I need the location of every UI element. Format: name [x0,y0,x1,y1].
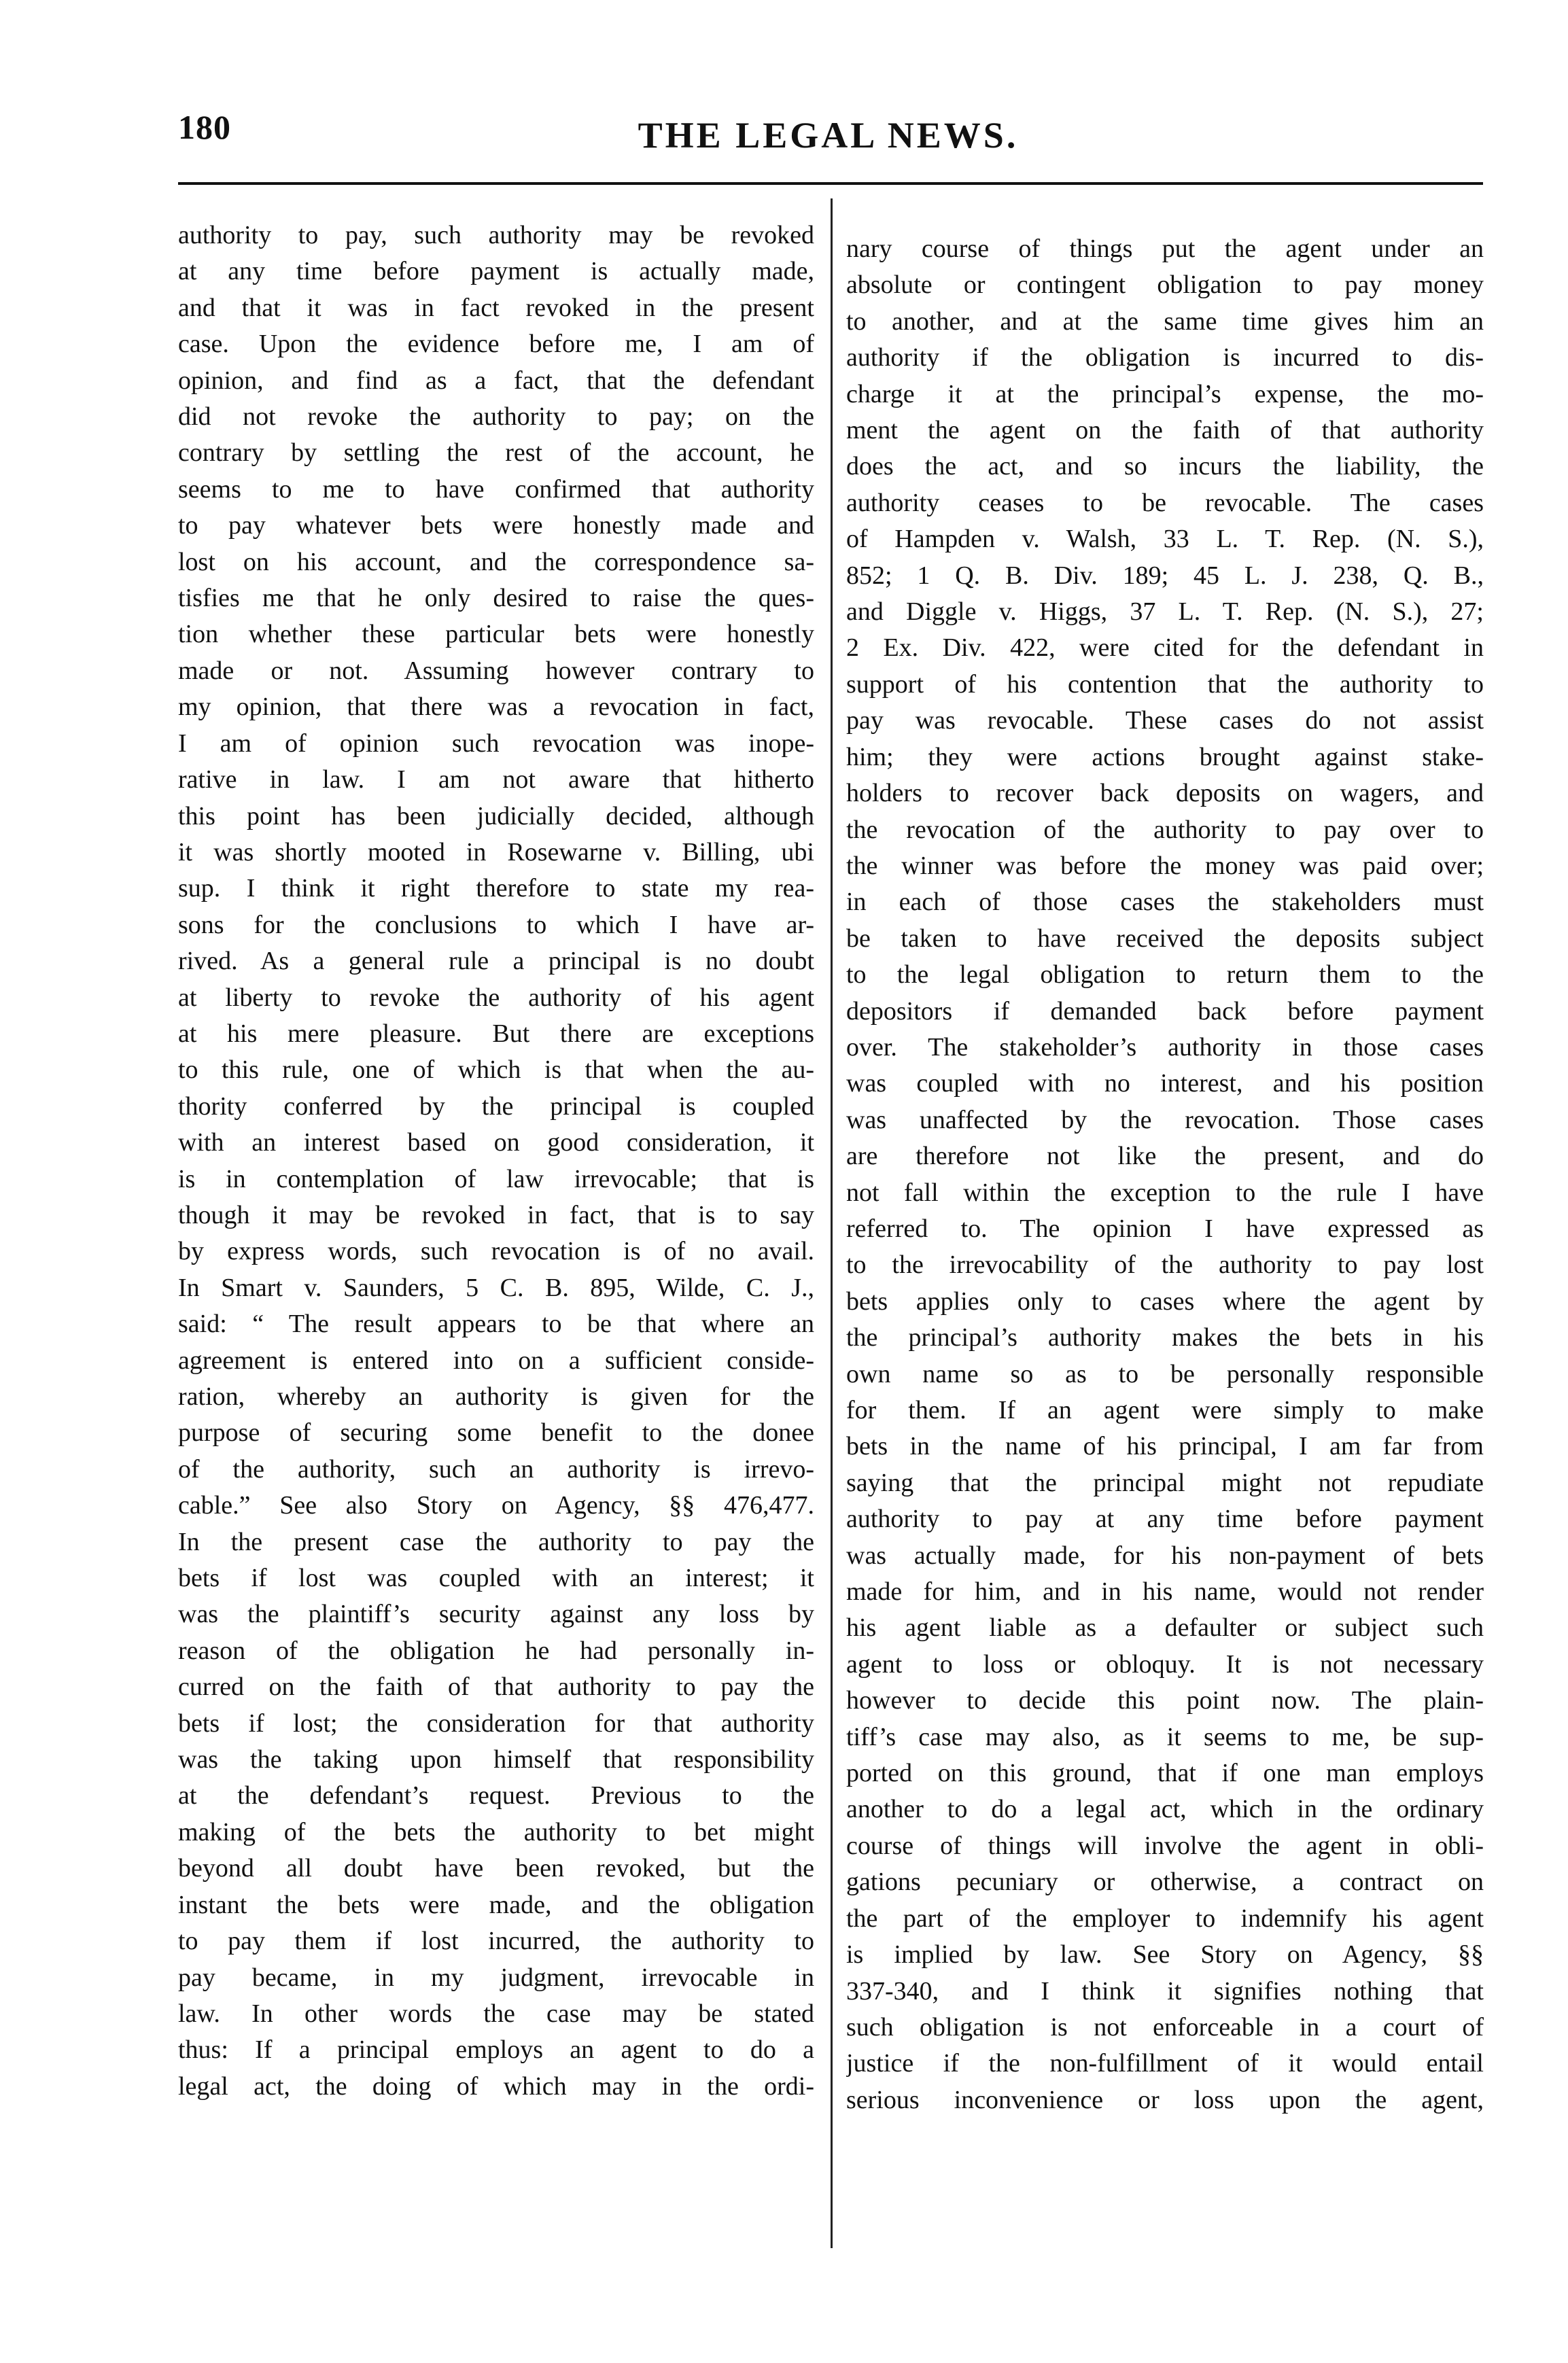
text-line: was unaffected by the revocation. Those cases [846,1105,1484,1134]
text-line: to the legal obligation to return them to the [846,960,1484,990]
text-line: holders to recover back deposits on wagers, and [846,779,1484,808]
text-line: the principal’s authority makes the bets in his [846,1323,1484,1352]
text-line: at the defendant’s request. Previous to the [178,1781,814,1810]
text-line: was coupled with no interest, and his position [846,1069,1484,1098]
text-line: and that it was in fact revoked in the present [178,293,814,322]
text-line: the winner was before the money was paid over; [846,851,1484,880]
text-line: made for him, and in his name, would not render [846,1577,1484,1607]
text-line: bets in the name of his principal, I am far from [846,1432,1484,1461]
text-line: course of things will involve the agent in obli- [846,1831,1484,1860]
text-line: such obligation is not enforceable in a court of [846,2012,1484,2042]
text-line: I am of opinion such revocation was inope- [178,729,814,758]
text-line: not fall within the exception to the rule I have [846,1178,1484,1207]
text-line: to pay whatever bets were honestly made and [178,511,814,540]
text-line: over. The stakeholder’s authority in those cases [846,1032,1484,1062]
text-line: In Smart v. Saunders, 5 C. B. 895, Wilde, C. J., [178,1273,814,1302]
text-line: own name so as to be personally responsible [846,1359,1484,1388]
text-line: of the authority, such an authority is irrevo- [178,1454,814,1484]
text-line: beyond all doubt have been revoked, but the [178,1854,814,1883]
text-line: the part of the employer to indemnify his agent [846,1904,1484,1933]
text-line: at liberty to revoke the authority of his agent [178,983,814,1012]
text-line: 337-340, and I think it signifies nothing that [846,1976,1484,2006]
text-line: was the taking upon himself that responsibility [178,1745,814,1774]
text-line: cable.” See also Story on Agency, §§ 476,477. [178,1491,814,1520]
text-line: serious inconvenience or loss upon the agent, [846,2085,1484,2114]
text-line: contrary by settling the rest of the account, he [178,438,814,468]
text-line: of Hampden v. Walsh, 33 L. T. Rep. (N. S.), [846,525,1484,554]
text-line: and Diggle v. Higgs, 37 L. T. Rep. (N. S.), 27; [846,597,1484,627]
text-line: instant the bets were made, and the obligation [178,1890,814,1919]
text-line: case. Upon the evidence before me, I am of [178,330,814,359]
text-line: is implied by law. See Story on Agency, §§ [846,1940,1484,1970]
text-line: at his mere pleasure. But there are exceptions [178,1019,814,1048]
right-column [846,231,1484,2118]
text-line: agreement is entered into on a sufficient conside- [178,1346,814,1375]
text-line: to this rule, one of which is that when the au- [178,1055,814,1085]
text-line: sons for the conclusions to which I have ar- [178,910,814,939]
text-line: bets if lost was coupled with an interest; it [178,1564,814,1593]
text-line: did not revoke the authority to pay; on the [178,402,814,432]
text-line: was actually made, for his non-payment of bets [846,1541,1484,1570]
text-line: by express words, such revocation is of no avail. [178,1237,814,1266]
text-line: another to do a legal act, which in the ordinary [846,1795,1484,1824]
text-line: In the present case the authority to pay the [178,1527,814,1556]
text-line: tiff’s case may also, as it seems to me, be sup- [846,1722,1484,1751]
text-line: him; they were actions brought against stake- [846,742,1484,771]
text-line: authority to pay, such authority may be revoked [178,221,814,249]
text-line: tion whether these particular bets were honestly [178,620,814,649]
text-line: absolute or contingent obligation to pay money [846,270,1484,300]
text-line: sup. I think it right therefore to state my rea- [178,874,814,903]
text-line: opinion, and find as a fact, that the defendant [178,366,814,395]
text-line: agent to loss or obloquy. It is not necessary [846,1649,1484,1679]
journal-title: THE LEGAL NEWS. [638,115,1019,156]
text-line: my opinion, that there was a revocation in fact, [178,693,814,722]
text-line: does the act, and so incurs the liability, the [846,452,1484,481]
text-line: the revocation of the authority to pay over to [846,815,1484,844]
text-line: though it may be revoked in fact, that is to say [178,1200,814,1229]
text-line: in each of those cases the stakeholders must [846,888,1484,917]
text-line: pay became, in my judgment, irrevocable in [178,1963,814,1992]
text-line: to another, and at the same time gives him an [846,307,1484,336]
text-line: however to decide this point now. The plain- [846,1686,1484,1715]
text-line: made or not. Assuming however contrary to [178,656,814,685]
text-line: making of the bets the authority to bet might [178,1817,814,1846]
text-line: bets if lost; the consideration for that authority [178,1709,814,1738]
column-divider [831,198,833,2248]
text-line: authority if the obligation is incurred to dis- [846,343,1484,372]
text-line: is in contemplation of law irrevocable; that is [178,1164,814,1193]
text-line: are therefore not like the present, and do [846,1142,1484,1171]
text-line: ment the agent on the faith of that authority [846,416,1484,445]
text-line: law. In other words the case may be stated [178,1999,814,2028]
text-line: tisfies me that he only desired to raise the ques- [178,584,814,613]
text-line: referred to. The opinion I have expressed as [846,1214,1484,1243]
header-rule [178,182,1483,185]
text-line: thus: If a principal employs an agent to do a [178,2035,814,2065]
text-line: legal act, the doing of which may in the ordi- [178,2071,814,2101]
text-line: reason of the obligation he had personally in- [178,1636,814,1665]
left-column [178,217,814,2105]
text-line: authority to pay at any time before payment [846,1505,1484,1534]
text-line: authority ceases to be revocable. The cases [846,488,1484,517]
text-line: for them. If an agent were simply to make [846,1396,1484,1424]
text-line: charge it at the principal’s expense, the mo- [846,379,1484,408]
text-line: rived. As a general rule a principal is no doubt [178,947,814,976]
text-line: saying that the principal might not repudiate [846,1468,1484,1497]
text-line: justice if the non-fulfillment of it would entail [846,2049,1484,2078]
text-line: depositors if demanded back before payment [846,996,1484,1026]
text-line: lost on his account, and the correspondence sa- [178,547,814,576]
text-line: 852; 1 Q. B. Div. 189; 45 L. J. 238, Q. B., [846,561,1484,590]
text-line: support of his contention that the authority to [846,669,1484,699]
text-line: this point has been judicially decided, although [178,801,814,830]
page-number: 180 [178,108,231,146]
text-line: ration, whereby an authority is given for the [178,1382,814,1411]
text-line: thority conferred by the principal is coupled [178,1091,814,1121]
text-line: ported on this ground, that if one man employs [846,1759,1484,1788]
text-line: to the irrevocability of the authority to pay lost [846,1250,1484,1280]
text-line: pay was revocable. These cases do not assist [846,706,1484,735]
text-line: nary course of things put the agent under an [846,234,1484,263]
text-line: gations pecuniary or otherwise, a contract on [846,1868,1484,1897]
text-line: be taken to have received the deposits subject [846,924,1484,953]
text-line: 2 Ex. Div. 422, were cited for the defendant in [846,633,1484,663]
text-line: curred on the faith of that authority to pay the [178,1673,814,1702]
text-line: rative in law. I am not aware that hitherto [178,765,814,794]
text-line: his agent liable as a defaulter or subject such [846,1613,1484,1643]
text-line: was the plaintiff’s security against any loss by [178,1600,814,1629]
text-line: at any time before payment is actually made, [178,257,814,286]
text-line: said: “ The result appears to be that where an [178,1310,814,1339]
text-line: it was shortly mooted in Rosewarne v. Billing, ubi [178,837,814,867]
text-line: with an interest based on good consideration, it [178,1128,814,1157]
text-line: bets applies only to cases where the agent by [846,1286,1484,1316]
text-line: seems to me to have confirmed that authority [178,474,814,504]
text-line: to pay them if lost incurred, the authority to [178,1927,814,1956]
text-line: purpose of securing some benefit to the donee [178,1418,814,1448]
